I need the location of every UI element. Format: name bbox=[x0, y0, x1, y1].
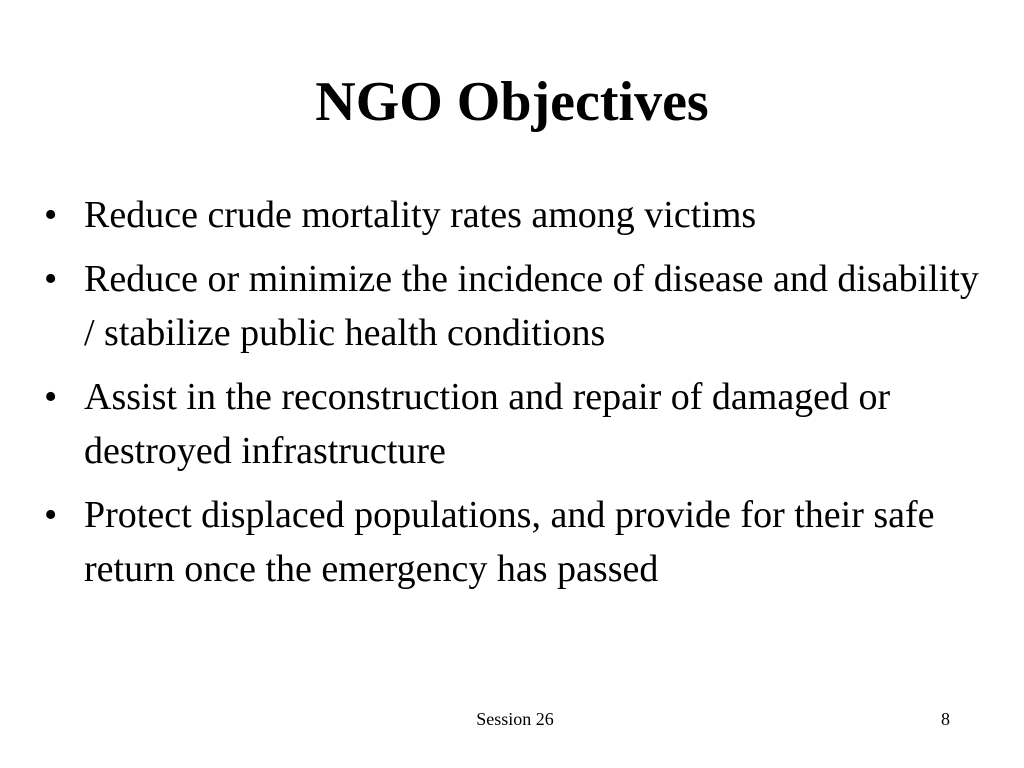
bullet-icon: • bbox=[44, 194, 58, 236]
bullet-icon: • bbox=[44, 258, 58, 300]
list-item bbox=[44, 188, 994, 242]
bullet-text: Reduce or minimize the incidence of disease and disability / stabilize public health conditions bbox=[84, 258, 979, 354]
list-item bbox=[44, 488, 994, 596]
slide-title: NGO Objectives bbox=[315, 71, 709, 133]
footer-session-label: Session 26 bbox=[476, 709, 554, 729]
bullet-text: Assist in the reconstruction and repair of damaged or destroyed infrastructure bbox=[84, 376, 891, 472]
list-item bbox=[44, 370, 994, 478]
bullet-text: Reduce crude mortality rates among victims bbox=[84, 194, 757, 236]
bullet-icon: • bbox=[44, 494, 58, 536]
objectives-list bbox=[44, 188, 994, 606]
footer-page-number: 8 bbox=[941, 709, 950, 729]
list-item bbox=[44, 252, 994, 360]
bullet-text: Protect displaced populations, and provide for their safe return once the emergency has passed bbox=[84, 494, 935, 590]
bullet-icon: • bbox=[44, 376, 58, 418]
